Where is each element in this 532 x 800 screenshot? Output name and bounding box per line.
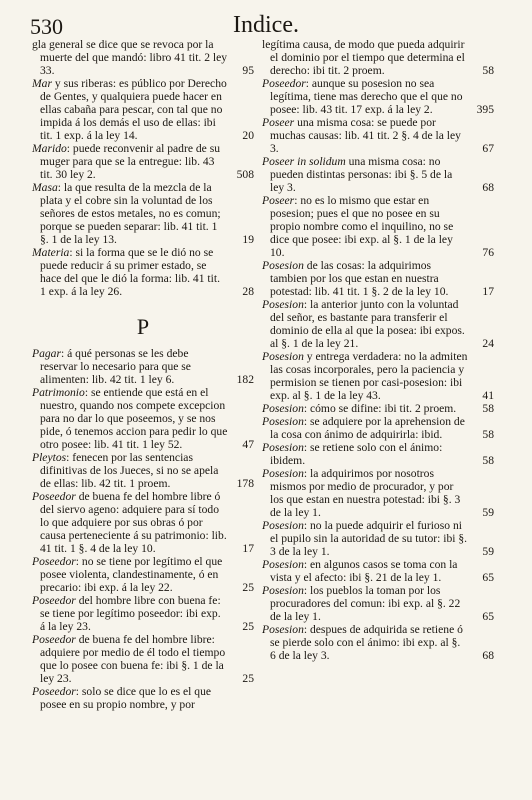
entry-page-ref: 67: [482, 142, 494, 155]
index-entry: [32, 594, 254, 633]
entry-text: : aunque su posesion no sea legítima, tiene mas derecho que el que no posee: lib. 43 tit. 17 exp. á la ley 2.: [270, 77, 463, 116]
entry-term: Posesion: [262, 402, 304, 415]
entry-term: Poseedor: [262, 77, 306, 90]
left-column: [32, 38, 254, 711]
entry-text: : puede reconvenir al padre de su muger para que se la entregue: lib. 43 tit. 30 ley 2.: [40, 142, 221, 181]
index-entry: [32, 77, 254, 142]
entry-term: Poseedor: [32, 594, 76, 607]
index-entry: [262, 155, 494, 194]
entry-page-ref: 20: [242, 129, 254, 142]
entry-term: Poseer: [262, 116, 295, 129]
index-entry: [262, 77, 494, 116]
index-entry: [262, 415, 494, 441]
entry-page-ref: 47: [242, 438, 254, 451]
entry-page-ref: 95: [242, 64, 254, 77]
entry-page-ref: 58: [482, 64, 494, 77]
entry-text: una misma cosa: se puede por muchas causas: lib. 41 tit. 2 §. 4 de la ley 3.: [270, 116, 461, 155]
entry-page-ref: 25: [242, 581, 254, 594]
entry-page-ref: 59: [482, 545, 494, 558]
entry-text: : fenecen por las sentencias difinitivas de los Jueces, si no se apela de ellas: lib. 42 tit. 1 proem.: [40, 451, 219, 490]
index-entry: [262, 259, 494, 298]
entry-page-ref: 25: [242, 672, 254, 685]
entry-term: Poseedor: [32, 490, 76, 503]
entry-term: Mar: [32, 77, 52, 90]
index-entry: [262, 558, 494, 584]
entry-page-ref: 58: [482, 428, 494, 441]
entry-page-ref: 508: [236, 168, 254, 181]
entry-term: Poseedor: [32, 685, 76, 698]
entry-text: : á qué personas se les debe reservar lo necesario para que se alimenten: lib. 42 tit. 1 ley 6.: [40, 347, 191, 386]
entry-text: y entrega verdadera: no la admiten las cosas incorporales, pero la paciencia y permision se tienen por casi-posesion: ibi exp. al §. 1 de la ley 43.: [270, 350, 468, 402]
entry-text: gla general se dice que se revoca por la muerte del que mandó: libro 41 tit. 2 ley 33.: [32, 38, 228, 77]
index-entry: [262, 350, 494, 402]
entry-term: Posesion: [262, 467, 304, 480]
index-entry: [262, 402, 494, 415]
entry-term: Posesion: [262, 623, 304, 636]
entry-text: : se adquiere por la aprehension de la cosa con ánimo de adquirirla: ibid.: [270, 415, 465, 441]
entry-text: de buena fe del hombre libre: adquiere por medio de él todo el tiempo que lo posee con buena fe: ibi §. 1 de la ley 23.: [40, 633, 226, 685]
entry-text: : se retiene solo con el ánimo: ibidem.: [270, 441, 443, 467]
entry-page-ref: 28: [242, 285, 254, 298]
entry-term: Posesion: [262, 584, 304, 597]
entry-term: Posesion: [262, 259, 304, 272]
entry-page-ref: 58: [482, 454, 494, 467]
index-entry: [32, 246, 254, 298]
index-entry: [32, 451, 254, 490]
index-entry: [32, 685, 254, 711]
entry-text: : no se tiene por legítimo el que posee violenta, clandestinamente, ó en precario: ibi exp. á la ley 22.: [40, 555, 223, 594]
page-heading: Indice.: [233, 12, 299, 38]
index-entry: [32, 38, 254, 77]
index-entry: [262, 584, 494, 623]
entry-text: : solo se dice que lo es el que posee en su propio nombre, y por: [40, 685, 212, 711]
entry-text: : la adquirimos por nosotros mismos por medio de procurador, y por los que estan en nuestra potestad: ibi §. 3 de la ley 1.: [270, 467, 461, 519]
entry-term: Materia: [32, 246, 70, 259]
left-entries-bottom: [32, 347, 254, 711]
entry-text: : la anterior junto con la voluntad del señor, es bastante para transferir el dominio de ella al que la posea: ibi expos. al §. 1 de la ley 21.: [270, 298, 465, 350]
index-entry: [262, 467, 494, 519]
index-entry: [32, 490, 254, 555]
entry-term: Posesion: [262, 558, 304, 571]
entry-text: de las cosas: la adquirimos tambien por los que estan en nuestra potestad: lib. 41 tit. 1 §. 2 de la ley 10.: [270, 259, 449, 298]
index-entry: [32, 555, 254, 594]
entry-page-ref: 17: [482, 285, 494, 298]
index-entry: [262, 623, 494, 662]
entry-text: legítima causa, de modo que pueda adquirir el dominio por el tiempo que determina el derecho: ibi tit. 2 proem.: [262, 38, 465, 77]
entry-text: de buena fe del hombre libre ó del siervo ageno: adquiere para sí todo lo que adquiere por sus obras ó por causa perteneciente á su patrimonio: lib. 41 tit. 1 §. 4 de la ley 10.: [40, 490, 227, 555]
index-entry: [262, 298, 494, 350]
entry-page-ref: 19: [242, 233, 254, 246]
index-entry: [32, 347, 254, 386]
entry-page-ref: 65: [482, 571, 494, 584]
entry-page-ref: 65: [482, 610, 494, 623]
index-entry: [262, 194, 494, 259]
left-entries-top: [32, 38, 254, 298]
entry-page-ref: 178: [236, 477, 254, 490]
entry-text: : no es lo mismo que estar en posesion; pues el que no posee en su propio nombre como el inquilino, no se dice que posee: ibi exp. al §. 1 de la ley 10.: [270, 194, 454, 259]
entry-page-ref: 17: [242, 542, 254, 555]
entry-page-ref: 25: [242, 620, 254, 633]
section-letter: P: [136, 314, 150, 339]
entry-term: Poseedor: [32, 555, 76, 568]
index-entry: [262, 38, 494, 77]
entry-page-ref: 68: [482, 181, 494, 194]
entry-term: Posesion: [262, 415, 304, 428]
index-entry: [32, 142, 254, 181]
entry-text: : los pueblos la toman por los procuradores del comun: ibi exp. al §. 22 de la ley 1.: [270, 584, 461, 623]
entry-page-ref: 24: [482, 337, 494, 350]
entry-page-ref: 59: [482, 506, 494, 519]
index-entry: [32, 386, 254, 451]
entry-text: : despues de adquirida se retiene ó se pierde solo con el ánimo: ibi exp. al §. 6 de la ley 3.: [270, 623, 463, 662]
entry-term: Posesion: [262, 441, 304, 454]
entry-term: Poseedor: [32, 633, 76, 646]
right-column: [262, 38, 494, 662]
page-number: 530: [30, 14, 63, 39]
index-entry: [262, 441, 494, 467]
entry-text: : cómo se difine: ibi tit. 2 proem.: [303, 402, 457, 415]
entry-term: Patrimonio: [32, 386, 85, 399]
entry-text: : la que resulta de la mezcla de la plata y el cobre sin la voluntad de los señores de estos metales, no es comun; porque se pueden separar: lib. 41 tit. 1 §. 1 de la ley 13.: [40, 181, 221, 246]
right-entries: [262, 38, 494, 662]
entry-page-ref: 395: [476, 103, 494, 116]
index-entry: [262, 116, 494, 155]
entry-text: : no la puede adquirir el furioso ni el pupilo sin la autoridad de su tutor: ibi §. 3 de la ley 1.: [270, 519, 468, 558]
index-entry: [32, 181, 254, 246]
entry-text: y sus riberas: es público por Derecho de Gentes, y qualquiera puede hacer en ellas cabaña para pescar, con tal que no impida á los demás el uso de ellas: ibi tit. 1 exp. á la ley 14.: [40, 77, 227, 142]
entry-term: Posesion: [262, 298, 304, 311]
entry-text: del hombre libre con buena fe: se tiene por legítimo poseedor: ibi exp. á la ley 23.: [40, 594, 221, 633]
entry-text: : si la forma que se le dió no se puede reducir á su primer estado, se hace del que le dió la forma: lib. 41 tit. 1 exp. á la ley 26.: [40, 246, 220, 298]
entry-text: : en algunos casos se toma con la vista y el afecto: ibi §. 21 de la ley 1.: [270, 558, 458, 584]
entry-term: Pleytos: [32, 451, 67, 464]
entry-term: Posesion: [262, 519, 304, 532]
entry-page-ref: 41: [482, 389, 494, 402]
entry-term: Masa: [32, 181, 58, 194]
entry-text: : se entiende que está en el nuestro, quando nos compete excepcion para no dar lo que poseemos, y se nos pide, ó tenemos accion para pedir lo que otro posee: lib. 41 tit. 1 ley 52.: [40, 386, 228, 451]
entry-text: una misma cosa: no pueden distintas personas: ibi §. 5 de la ley 3.: [270, 155, 453, 194]
index-entry: [262, 519, 494, 558]
entry-term: Marido: [32, 142, 67, 155]
entry-term: Posesion: [262, 350, 304, 363]
index-entry: [32, 633, 254, 685]
entry-term: Pagar: [32, 347, 61, 360]
entry-term: Poseer: [262, 194, 295, 207]
entry-page-ref: 76: [482, 246, 494, 259]
entry-page-ref: 58: [482, 402, 494, 415]
entry-term: Poseer in solidum: [262, 155, 346, 168]
entry-page-ref: 182: [236, 373, 254, 386]
entry-page-ref: 68: [482, 649, 494, 662]
